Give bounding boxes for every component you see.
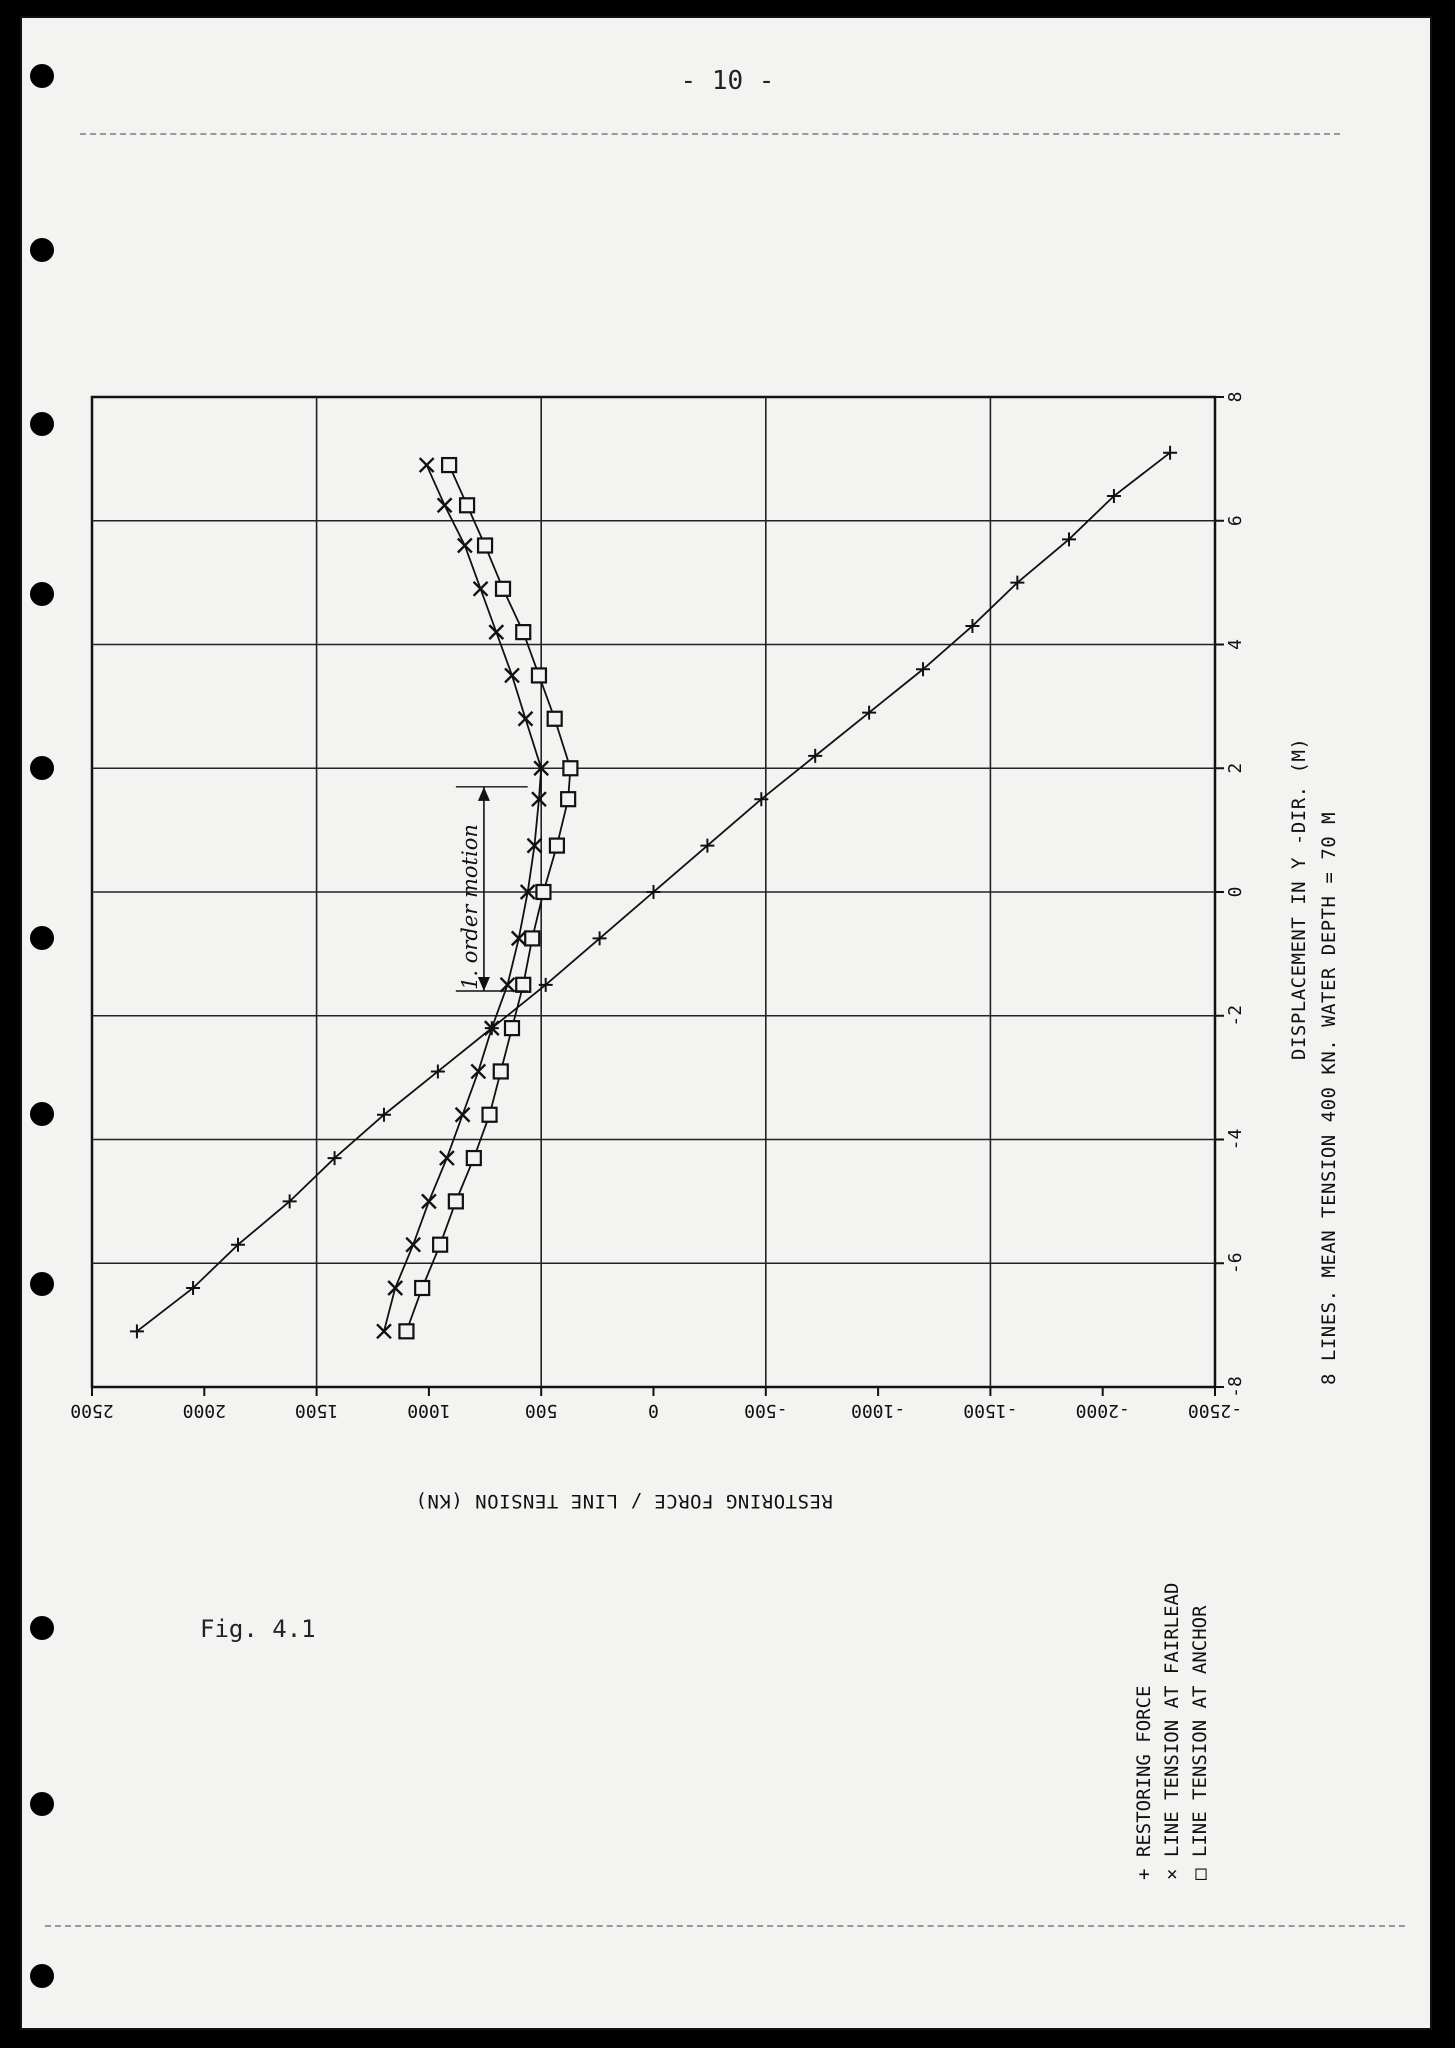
- x-tick-label: -2: [1225, 1004, 1246, 1027]
- legend-entry: [1158, 1583, 1186, 1880]
- legend-label: LINE TENSION AT ANCHOR: [1189, 1605, 1211, 1858]
- x-tick-label: -4: [1225, 1128, 1246, 1151]
- square-point: [433, 1238, 447, 1252]
- legend-entry: [1130, 1583, 1158, 1880]
- cross-point: [501, 978, 515, 992]
- annotation-arrowhead: [478, 787, 490, 801]
- square-point: [399, 1324, 413, 1338]
- square-point: [516, 978, 530, 992]
- y-tick-label: 2000: [182, 1400, 226, 1421]
- cross-marker-icon: ×: [1161, 1857, 1183, 1880]
- cross-point: [422, 1194, 436, 1208]
- y-tick-label: -1500: [963, 1400, 1018, 1421]
- square-point: [449, 1194, 463, 1208]
- square-point: [442, 458, 456, 472]
- x-axis-label: DISPLACEMENT IN Y -DIR. (M): [1288, 737, 1310, 1060]
- y-tick-label: -2000: [1075, 1400, 1130, 1421]
- plot-grid: [92, 397, 1224, 1396]
- legend-label: RESTORING FORCE: [1133, 1685, 1155, 1858]
- square-point: [536, 885, 550, 899]
- square-point: [563, 761, 577, 775]
- legend-label: LINE TENSION AT FAIRLEAD: [1161, 1582, 1183, 1858]
- cross-point: [377, 1324, 391, 1338]
- y-tick-label: 2500: [70, 1400, 114, 1421]
- cross-point: [512, 931, 526, 945]
- legend-entry: [1186, 1583, 1214, 1880]
- square-marker-icon: □: [1189, 1857, 1211, 1880]
- square-point: [532, 668, 546, 682]
- x-tick-label: 2: [1225, 762, 1246, 774]
- x-tick-label: 0: [1225, 886, 1246, 898]
- y-tick-label: 1500: [294, 1400, 339, 1421]
- y-tick-label: 500: [524, 1400, 558, 1421]
- cross-point: [388, 1281, 402, 1295]
- square-point: [467, 1151, 481, 1165]
- square-point: [525, 931, 539, 945]
- annotation-text: 1. order motion: [458, 824, 482, 990]
- square-point: [548, 712, 562, 726]
- square-point: [505, 1021, 519, 1035]
- square-point: [494, 1064, 508, 1078]
- y-tick-label: -500: [744, 1400, 788, 1421]
- square-point: [415, 1281, 429, 1295]
- cross-point: [438, 498, 452, 512]
- y-tick-label: 1000: [407, 1400, 451, 1421]
- cross-point: [505, 668, 519, 682]
- square-point: [496, 582, 510, 596]
- cross-point: [518, 712, 532, 726]
- figure-caption: Fig. 4.1: [200, 1615, 316, 1643]
- square-point: [516, 625, 530, 639]
- square-point: [478, 539, 492, 553]
- cross-point: [440, 1151, 454, 1165]
- cross-point: [474, 582, 488, 596]
- cross-point: [458, 539, 472, 553]
- cross-point: [471, 1064, 485, 1078]
- chart-subtitle: 8 LINES. MEAN TENSION 400 KN. WATER DEPTH = 70 M: [1318, 811, 1340, 1385]
- x-tick-label: 6: [1225, 515, 1246, 527]
- square-point: [483, 1108, 497, 1122]
- y-tick-label: -1000: [851, 1400, 906, 1421]
- plus-marker-icon: +: [1133, 1857, 1155, 1880]
- y-axis-label: RESTORING FORCE / LINE TENSION (KN): [415, 1490, 833, 1512]
- square-point: [460, 498, 474, 512]
- x-tick-label: 8: [1225, 391, 1246, 403]
- legend: [1130, 1583, 1214, 1880]
- square-point: [561, 792, 575, 806]
- x-tick-label: -8: [1225, 1376, 1246, 1398]
- cross-point: [489, 625, 503, 639]
- y-tick-label: -2500: [1187, 1400, 1243, 1421]
- cross-point: [406, 1238, 420, 1252]
- square-point: [550, 839, 564, 853]
- x-tick-label: -6: [1225, 1252, 1246, 1275]
- page-number: - 10 -: [680, 66, 775, 96]
- cross-point: [456, 1108, 470, 1122]
- x-tick-label: 4: [1225, 639, 1246, 650]
- cross-point: [420, 458, 434, 472]
- y-tick-label: 0: [648, 1400, 659, 1421]
